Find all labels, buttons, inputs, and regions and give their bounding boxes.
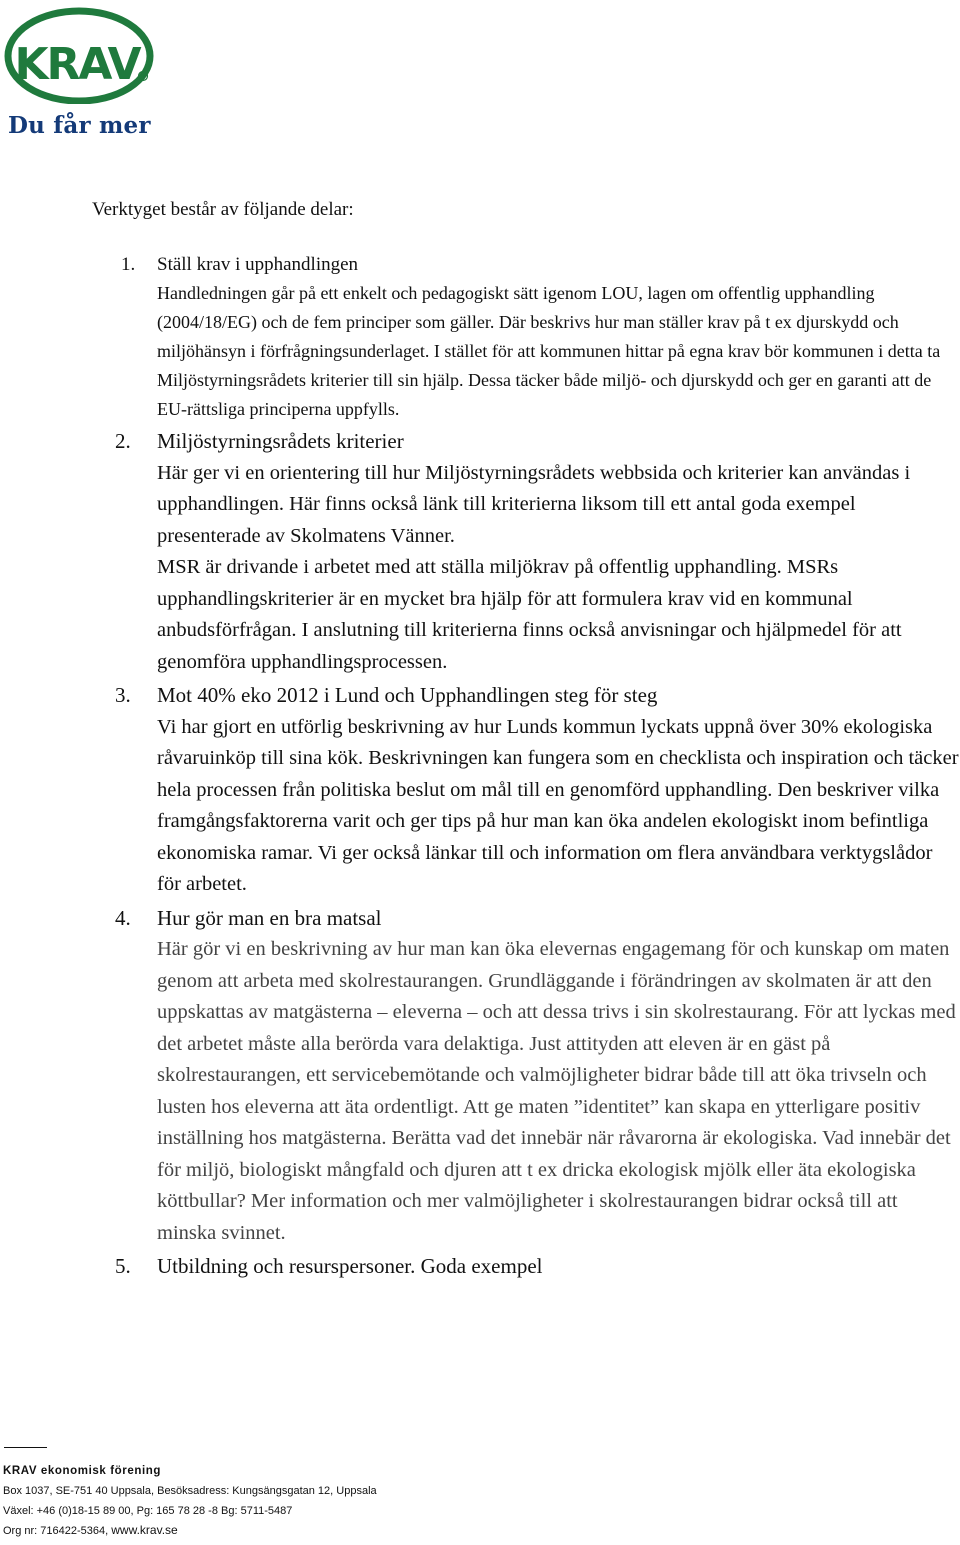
footer-org-name: KRAV ekonomisk förening — [3, 1465, 161, 1477]
footer — [3, 1465, 377, 1542]
tool-parts-list — [115, 250, 960, 1283]
footer-phone: Växel: +46 (0)18-15 89 00, Pg: 165 78 28 -8 Bg: 5711-5487 — [3, 1504, 293, 1517]
list-heading: Ställ krav i upphandlingen — [157, 254, 359, 275]
list-number: 5. — [115, 1254, 131, 1278]
list-body: Handledningen går på ett enkelt och pedagogiskt sätt igenom LOU, lagen om offentlig upphandling (2004/18/EG) och de fem principer som gäller. Där beskrivs hur man ställer krav på t ex djurskydd och miljöhänsyn i förfrågningsunderlaget. I stället för att kommunen hittar på egna krav bör kommunen i detta ta Miljöstyrningsrådets kriterier till sin hjälp. Dessa täcker både miljö- och djurskydd och ger en garanti att de EU-rättsliga principerna uppfylls. — [157, 283, 941, 419]
list-body: Vi har gjort en utförlig beskrivning av hur Lunds kommun lyckats uppnå över 30% ekologiska råvaruinköp till sina kök. Beskrivningen kan fungera som en checklista och inspiration och täcker hela processen från politiska beslut om mål till en genomförd upphandling. Den beskriver vilka framgångsfaktorerna varit och ger tips på hur man kan öka andelen ekologiskt inom befintliga ekonomiska ramar. Vi ger också länkar till och information om flera användbara verktygslådor för arbetet. — [157, 715, 959, 895]
list-heading: Miljöstyrningsrådets kriterier — [157, 429, 404, 453]
intro-text: Verktyget består av följande delar: — [92, 199, 354, 220]
footer-web-link[interactable]: www.krav.se — [111, 1523, 178, 1538]
logo-wordmark: KRAV — [14, 39, 140, 90]
footer-org-nr — [3, 1521, 377, 1542]
list-item — [115, 680, 960, 901]
footer-divider — [4, 1447, 47, 1448]
list-heading: Utbildning och resurspersoner. Goda exempel — [157, 1254, 543, 1278]
svg-text:R: R — [140, 73, 146, 81]
tagline: Du får mer — [8, 112, 151, 139]
footer-org-nr-text: Org nr: 716422-5364, — [3, 1525, 112, 1538]
list-heading: Hur gör man en bra matsal — [157, 905, 382, 930]
list-body: Här gör vi en beskrivning av hur man kan öka elevernas engagemang för och kunskap om maten genom att arbeta med skolrestaurangen. Grundläggande i förändringen av skolmaten är att den uppskattas av matgästerna – eleverna – och att dessa trivs i sin skolrestaurang. För att lyckas med det arbetet måste alla berörda vara delaktiga. Just attityden att eleven är en gäst på skolrestaurangen, ett servicebemötande och valmöjligheter bidrar både till att öka trivseln och lusten hos eleverna att äta ordentligt. Att ge maten ”identitet” kan skapa en ytterligare positiv inställning hos matgästerna. Berätta vad det innebär när råvarorna är ekologiska. Vad innebär det för miljö, biologiskt mångfald och djuren att t ex dricka ekologisk mjölk eller äta ekologiska köttbullar? Mer information och mer valmöjligheter i skolrestaurangen bidrar också till att minska svinnet. — [157, 938, 956, 1244]
list-item — [115, 426, 960, 678]
list-number: 4. — [115, 905, 131, 930]
krav-logo-icon — [4, 6, 154, 104]
list-item — [115, 1251, 960, 1283]
list-heading: Mot 40% eko 2012 i Lund och Upphandlingen steg för steg — [157, 683, 658, 707]
list-item — [115, 903, 960, 1250]
list-body: MSR är drivande i arbetet med att ställa miljökrav på offentlig upphandling. MSRs upphandlingskriterier är en mycket bra hjälp för att formulera krav vid en kommunal anbudsförfrågan. I anslutning till kriterierna finns också anvisningar och hjälpmedel för att genomföra upphandlingsprocessen. — [157, 556, 902, 673]
list-number: 3. — [115, 683, 131, 707]
list-item — [115, 250, 960, 424]
krav-logo — [4, 6, 154, 104]
list-number: 2. — [115, 429, 131, 453]
list-number: 1. — [121, 254, 136, 275]
list-body: Här ger vi en orientering till hur Miljöstyrningsrådets webbsida och kriterier kan användas i upphandlingen. Här finns också länk till kriterierna liksom till ett antal goda exempel presenterade av Skolmatens Vänner. — [157, 461, 911, 547]
footer-address: Box 1037, SE-751 40 Uppsala, Besöksadress: Kungsängsgatan 12, Uppsala — [3, 1485, 377, 1497]
